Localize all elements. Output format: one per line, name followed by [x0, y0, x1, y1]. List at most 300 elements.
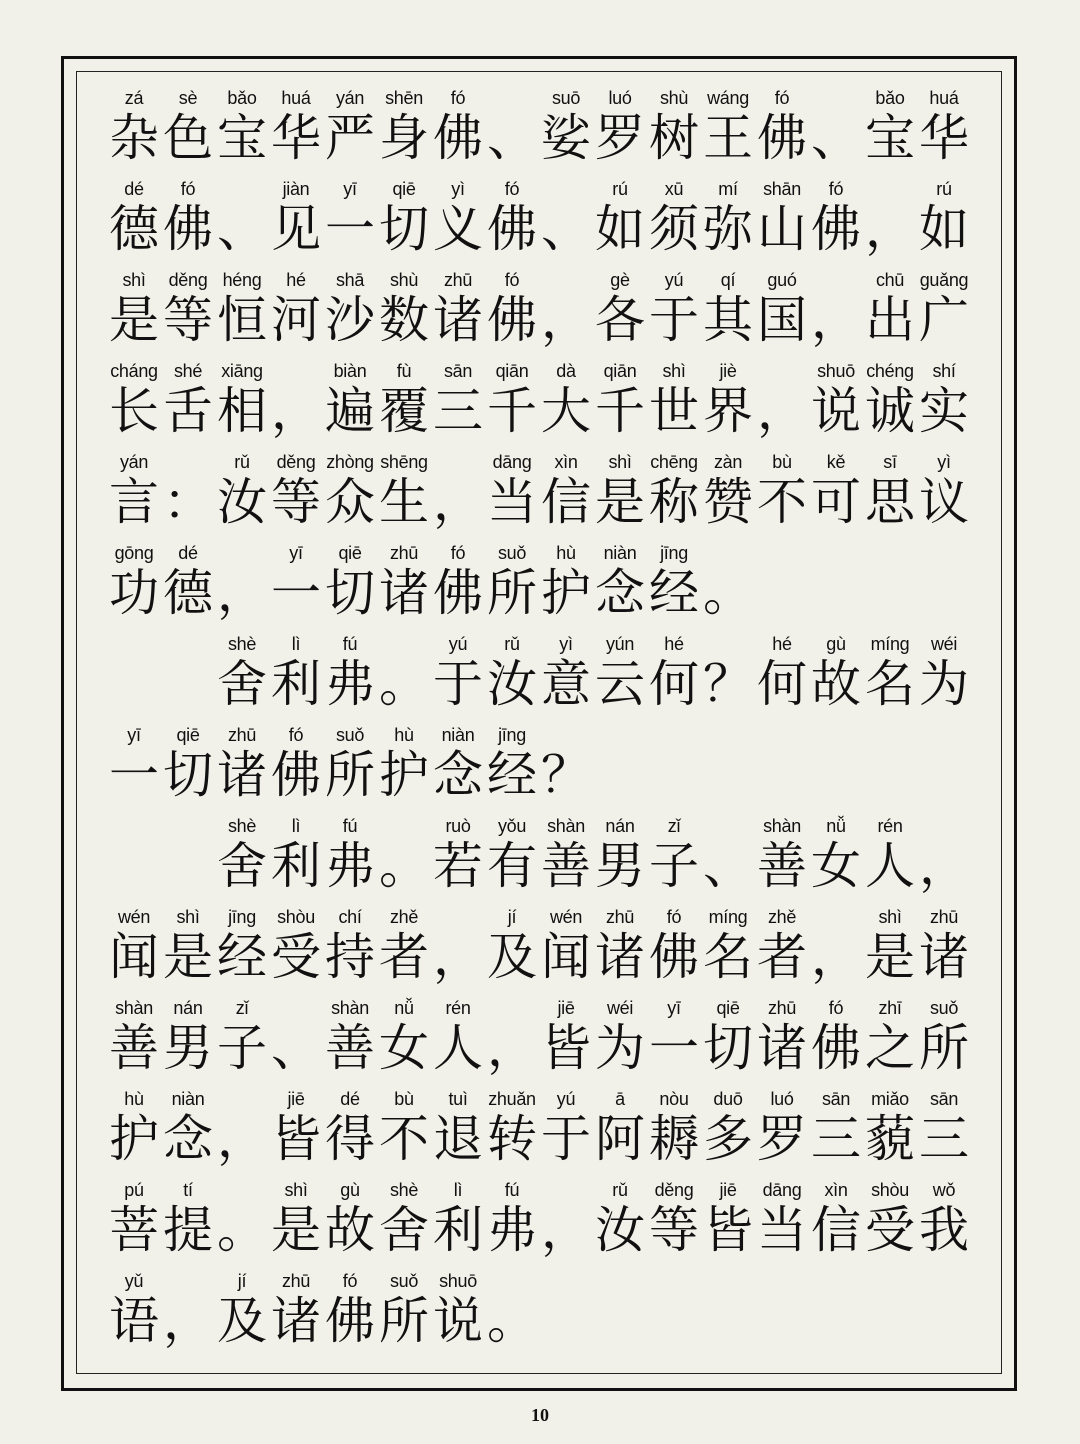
- hanzi: 护: [109, 1110, 159, 1168]
- char-unit: [539, 905, 593, 985]
- hanzi: 杂: [109, 109, 159, 167]
- char-unit: [323, 86, 377, 166]
- hanzi: 德: [109, 200, 159, 258]
- char-unit: [809, 268, 863, 348]
- pinyin: biàn: [333, 361, 367, 381]
- pinyin: shā: [335, 270, 365, 290]
- hanzi: 、: [487, 109, 537, 167]
- pinyin: suǒ: [335, 725, 365, 745]
- pinyin: jiè: [719, 361, 737, 381]
- hanzi: 信: [541, 473, 591, 531]
- pinyin: bù: [394, 1089, 414, 1109]
- char-unit: [485, 268, 539, 348]
- char-unit: [431, 541, 485, 621]
- pinyin: shè: [389, 1180, 419, 1200]
- hanzi: 千: [487, 382, 537, 440]
- hanzi: 利: [433, 1201, 483, 1259]
- hanzi: 诸: [595, 928, 645, 986]
- hanzi: 三: [433, 382, 483, 440]
- pinyin: nán: [605, 816, 635, 836]
- pinyin: jiàn: [282, 179, 310, 199]
- pinyin: ā: [615, 1089, 625, 1109]
- pinyin: bǎo: [875, 88, 905, 108]
- char-unit: [377, 541, 431, 621]
- hanzi: 耨: [649, 1110, 699, 1168]
- hanzi: 汝: [217, 473, 267, 531]
- char-unit: [701, 905, 755, 985]
- pinyin: wáng: [707, 88, 749, 108]
- pinyin: bǎo: [227, 88, 257, 108]
- hanzi: ？: [703, 655, 753, 713]
- pinyin: niàn: [171, 1089, 205, 1109]
- char-unit: [593, 814, 647, 894]
- hanzi: 、: [811, 109, 861, 167]
- char-unit: [107, 1087, 161, 1167]
- hanzi: 宝: [865, 109, 915, 167]
- pinyin: hé: [286, 270, 306, 290]
- hanzi: 相: [217, 382, 267, 440]
- char-unit: [377, 177, 431, 257]
- hanzi: 弗: [325, 655, 375, 713]
- hanzi: 三: [811, 1110, 861, 1168]
- hanzi: 藐: [865, 1110, 915, 1168]
- hanzi: 故: [811, 655, 861, 713]
- pinyin: fú: [342, 634, 358, 654]
- pinyin: shí: [932, 361, 956, 381]
- pinyin: shì: [284, 1180, 308, 1200]
- hanzi: ，: [865, 200, 915, 258]
- char-unit: [863, 268, 917, 348]
- char-unit: [701, 359, 755, 439]
- char-unit: [755, 632, 809, 712]
- hanzi: ，: [217, 1110, 267, 1168]
- pinyin: suǒ: [497, 543, 527, 563]
- pinyin: zhū: [929, 907, 959, 927]
- hanzi: 各: [595, 291, 645, 349]
- hanzi: 等: [649, 1201, 699, 1259]
- pinyin: fó: [828, 179, 844, 199]
- text-line: [107, 814, 977, 905]
- char-unit: [593, 86, 647, 166]
- char-unit: [269, 541, 323, 621]
- hanzi: ，: [163, 1292, 213, 1350]
- char-unit: [755, 1178, 809, 1258]
- hanzi: ？: [541, 746, 591, 804]
- hanzi: 利: [271, 837, 321, 895]
- pinyin: yán: [335, 88, 365, 108]
- hanzi: 诚: [865, 382, 915, 440]
- char-unit: [647, 814, 701, 894]
- hanzi: 赞: [703, 473, 753, 531]
- hanzi: 是: [109, 291, 159, 349]
- hanzi: 所: [487, 564, 537, 622]
- pinyin: rén: [445, 998, 471, 1018]
- pinyin: shì: [176, 907, 200, 927]
- pinyin: qiē: [338, 543, 362, 563]
- char-unit: [863, 905, 917, 985]
- hanzi: ，: [919, 837, 969, 895]
- char-unit: [215, 450, 269, 530]
- hanzi: 经: [217, 928, 267, 986]
- hanzi: 一: [649, 1019, 699, 1077]
- hanzi: 是: [271, 1201, 321, 1259]
- char-unit: [593, 268, 647, 348]
- char-unit: [431, 177, 485, 257]
- char-unit: [377, 359, 431, 439]
- char-unit: [917, 814, 971, 894]
- char-unit: [539, 814, 593, 894]
- text-line: [107, 268, 977, 359]
- hanzi: 提: [163, 1201, 213, 1259]
- pinyin: shàn: [331, 998, 369, 1018]
- char-unit: [377, 86, 431, 166]
- char-unit: [809, 632, 863, 712]
- pinyin: rǔ: [504, 634, 520, 654]
- pinyin: shè: [227, 634, 257, 654]
- hanzi: 女: [811, 837, 861, 895]
- char-unit: [215, 814, 269, 894]
- hanzi: 意: [541, 655, 591, 713]
- char-unit: [323, 632, 377, 712]
- hanzi: 是: [595, 473, 645, 531]
- pinyin: yán: [119, 452, 149, 472]
- pinyin: shé: [173, 361, 203, 381]
- char-unit: [701, 632, 755, 712]
- hanzi: 沙: [325, 291, 375, 349]
- char-unit: [269, 177, 323, 257]
- pinyin: shù: [389, 270, 419, 290]
- char-unit: [539, 723, 593, 803]
- char-unit: [377, 723, 431, 803]
- char-unit: [755, 177, 809, 257]
- hanzi: 为: [595, 1019, 645, 1077]
- pinyin: míng: [870, 634, 910, 654]
- hanzi: 佛: [811, 1019, 861, 1077]
- hanzi: 诸: [271, 1292, 321, 1350]
- pinyin: duō: [713, 1089, 743, 1109]
- pinyin: fó: [288, 725, 304, 745]
- pinyin: jí: [237, 1271, 247, 1291]
- char-unit: [323, 359, 377, 439]
- char-unit: [485, 1269, 539, 1349]
- pinyin: xū: [664, 179, 684, 199]
- char-unit: [161, 450, 215, 530]
- pinyin: jiē: [719, 1180, 737, 1200]
- char-unit: [377, 268, 431, 348]
- char-unit: [215, 541, 269, 621]
- hanzi: 。: [703, 564, 753, 622]
- char-unit: [593, 632, 647, 712]
- hanzi: ，: [811, 291, 861, 349]
- char-unit: [107, 1269, 161, 1349]
- pinyin: shì: [608, 452, 632, 472]
- pinyin: fó: [450, 543, 466, 563]
- hanzi: 如: [595, 200, 645, 258]
- hanzi: 汝: [595, 1201, 645, 1259]
- pinyin: yī: [343, 179, 357, 199]
- hanzi: 何: [649, 655, 699, 713]
- pinyin: fó: [828, 998, 844, 1018]
- hanzi: 我: [919, 1201, 969, 1259]
- char-unit: [755, 814, 809, 894]
- hanzi: 。: [379, 655, 429, 713]
- pinyin: wéi: [606, 998, 634, 1018]
- char-unit: [215, 1178, 269, 1258]
- pinyin: wǒ: [932, 1180, 956, 1200]
- char-unit: [215, 177, 269, 257]
- hanzi: 皆: [541, 1019, 591, 1077]
- char-unit: [917, 86, 971, 166]
- hanzi: 娑: [541, 109, 591, 167]
- char-unit: [539, 541, 593, 621]
- char-unit: [809, 450, 863, 530]
- hanzi: 闻: [109, 928, 159, 986]
- char-unit: [161, 1269, 215, 1349]
- char-unit: [161, 86, 215, 166]
- hanzi: 见: [271, 200, 321, 258]
- hanzi: 佛: [811, 200, 861, 258]
- char-unit: [431, 814, 485, 894]
- char-unit: [539, 1087, 593, 1167]
- pinyin: fù: [396, 361, 412, 381]
- pinyin: zǐ: [235, 998, 249, 1018]
- char-unit: [701, 541, 755, 621]
- char-unit: [593, 541, 647, 621]
- char-unit: [539, 996, 593, 1076]
- pinyin: nǚ: [394, 998, 414, 1018]
- char-unit: [539, 268, 593, 348]
- hanzi: 三: [919, 1110, 969, 1168]
- char-unit: [485, 905, 539, 985]
- hanzi: 男: [595, 837, 645, 895]
- hanzi: 树: [649, 109, 699, 167]
- hanzi: 及: [217, 1292, 267, 1350]
- char-unit: [809, 177, 863, 257]
- char-unit: [701, 268, 755, 348]
- pinyin: suō: [551, 88, 581, 108]
- pinyin: niàn: [603, 543, 637, 563]
- char-unit: [809, 1178, 863, 1258]
- pinyin: xìn: [554, 452, 578, 472]
- hanzi: 实: [919, 382, 969, 440]
- pinyin: zhòng: [326, 452, 374, 472]
- hanzi: 大: [541, 382, 591, 440]
- pinyin: bù: [772, 452, 792, 472]
- char-unit: [431, 450, 485, 530]
- hanzi: 覆: [379, 382, 429, 440]
- char-unit: [485, 1178, 539, 1258]
- pinyin: chēng: [650, 452, 698, 472]
- hanzi: 念: [433, 746, 483, 804]
- char-unit: [863, 86, 917, 166]
- pinyin: qiān: [495, 361, 529, 381]
- char-unit: [917, 996, 971, 1076]
- hanzi: 闻: [541, 928, 591, 986]
- char-unit: [431, 268, 485, 348]
- text-line: [107, 632, 977, 723]
- pinyin: fó: [666, 907, 682, 927]
- hanzi: 罗: [595, 109, 645, 167]
- hanzi: 汝: [487, 655, 537, 713]
- char-unit: [863, 996, 917, 1076]
- pinyin: děng: [276, 452, 316, 472]
- char-unit: [215, 268, 269, 348]
- char-unit: [863, 814, 917, 894]
- hanzi: 切: [703, 1019, 753, 1077]
- pinyin: zǐ: [667, 816, 681, 836]
- pinyin: qiē: [392, 179, 416, 199]
- hanzi: 出: [865, 291, 915, 349]
- char-unit: [107, 996, 161, 1076]
- sutra-text-body: [107, 86, 977, 1360]
- char-unit: [485, 723, 539, 803]
- hanzi: 须: [649, 200, 699, 258]
- pinyin: zhū: [605, 907, 635, 927]
- hanzi: 退: [433, 1110, 483, 1168]
- pinyin: wéi: [930, 634, 958, 654]
- text-line: [107, 450, 977, 541]
- hanzi: 语: [109, 1292, 159, 1350]
- hanzi: 不: [757, 473, 807, 531]
- hanzi: 女: [379, 1019, 429, 1077]
- hanzi: 及: [487, 928, 537, 986]
- hanzi: 善: [541, 837, 591, 895]
- hanzi: 、: [541, 200, 591, 258]
- pinyin: tí: [183, 1180, 193, 1200]
- hanzi: 华: [271, 109, 321, 167]
- pinyin: nǚ: [826, 816, 846, 836]
- hanzi: 佛: [487, 200, 537, 258]
- pinyin: qiē: [176, 725, 200, 745]
- char-unit: [215, 996, 269, 1076]
- hanzi: 于: [649, 291, 699, 349]
- char-unit: [485, 996, 539, 1076]
- pinyin: mí: [718, 179, 738, 199]
- hanzi: 国: [757, 291, 807, 349]
- text-line: [107, 86, 977, 177]
- char-unit: [323, 1178, 377, 1258]
- char-unit: [647, 1087, 701, 1167]
- pinyin: suǒ: [929, 998, 959, 1018]
- char-unit: [215, 1269, 269, 1349]
- char-unit: [431, 905, 485, 985]
- hanzi: 利: [271, 655, 321, 713]
- char-unit: [539, 632, 593, 712]
- pinyin: zá: [124, 88, 144, 108]
- hanzi: ，: [757, 382, 807, 440]
- hanzi: 诸: [919, 928, 969, 986]
- hanzi: 舍: [379, 1201, 429, 1259]
- char-unit: [107, 541, 161, 621]
- pinyin: shuō: [817, 361, 855, 381]
- pinyin: yú: [556, 1089, 576, 1109]
- hanzi: 佛: [757, 109, 807, 167]
- char-unit: [215, 632, 269, 712]
- char-unit: [269, 86, 323, 166]
- pinyin: gù: [340, 1180, 360, 1200]
- char-unit: [593, 1087, 647, 1167]
- char-unit: [593, 359, 647, 439]
- char-unit: [269, 1269, 323, 1349]
- pinyin: jīng: [660, 543, 688, 563]
- hanzi: 佛: [271, 746, 321, 804]
- char-unit: [377, 632, 431, 712]
- hanzi: 界: [703, 382, 753, 440]
- hanzi: 所: [325, 746, 375, 804]
- pinyin: shì: [122, 270, 146, 290]
- pinyin: shòu: [871, 1180, 909, 1200]
- hanzi: 色: [163, 109, 213, 167]
- pinyin: hé: [664, 634, 684, 654]
- char-unit: [485, 632, 539, 712]
- pinyin: fó: [180, 179, 196, 199]
- hanzi: 义: [433, 200, 483, 258]
- pinyin: hù: [556, 543, 576, 563]
- hanzi: 之: [865, 1019, 915, 1077]
- hanzi: 言: [109, 473, 159, 531]
- pinyin: fó: [342, 1271, 358, 1291]
- char-unit: [107, 723, 161, 803]
- char-unit: [755, 86, 809, 166]
- char-unit: [377, 450, 431, 530]
- hanzi: 弗: [325, 837, 375, 895]
- hanzi: 名: [865, 655, 915, 713]
- hanzi: 善: [109, 1019, 159, 1077]
- char-unit: [323, 1087, 377, 1167]
- hanzi: 子: [217, 1019, 267, 1077]
- char-unit: [647, 177, 701, 257]
- hanzi: 人: [433, 1019, 483, 1077]
- char-unit: [107, 177, 161, 257]
- char-unit: [917, 359, 971, 439]
- text-line: [107, 1269, 977, 1360]
- hanzi: ：: [163, 473, 213, 531]
- hanzi: 生: [379, 473, 429, 531]
- char-unit: [161, 177, 215, 257]
- hanzi: ，: [271, 382, 321, 440]
- hanzi: 皆: [271, 1110, 321, 1168]
- pinyin: dé: [340, 1089, 360, 1109]
- char-unit: [377, 1178, 431, 1258]
- hanzi: ，: [487, 1019, 537, 1077]
- char-unit: [647, 86, 701, 166]
- char-unit: [593, 177, 647, 257]
- char-unit: [647, 1178, 701, 1258]
- pinyin: dà: [556, 361, 576, 381]
- hanzi: 舌: [163, 382, 213, 440]
- char-unit: [917, 268, 971, 348]
- char-unit: [323, 450, 377, 530]
- hanzi: 佛: [433, 109, 483, 167]
- char-unit: [431, 1178, 485, 1258]
- text-line: [107, 359, 977, 450]
- char-unit: [107, 86, 161, 166]
- pinyin: děng: [168, 270, 208, 290]
- pinyin: lì: [453, 1180, 463, 1200]
- pinyin: sī: [883, 452, 897, 472]
- pinyin: xìn: [824, 1180, 848, 1200]
- hanzi: 华: [919, 109, 969, 167]
- text-line: [107, 177, 977, 268]
- pinyin: fó: [504, 179, 520, 199]
- hanzi: 遍: [325, 382, 375, 440]
- char-unit: [377, 1087, 431, 1167]
- hanzi: 称: [649, 473, 699, 531]
- pinyin: wén: [549, 907, 583, 927]
- char-unit: [539, 359, 593, 439]
- pinyin: děng: [654, 1180, 694, 1200]
- char-unit: [215, 359, 269, 439]
